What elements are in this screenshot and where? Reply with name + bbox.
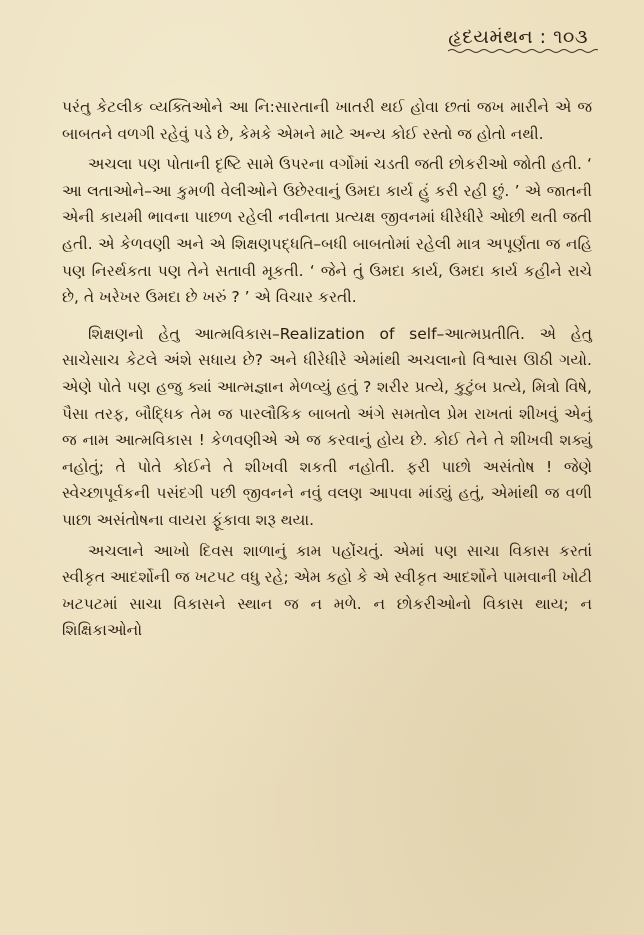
body-text	[62, 94, 592, 648]
paragraph-1: પરંતુ કેટલીક વ્યક્તિઓને આ નિ:સારતાની ખાતરી થઈ હોવા છતાં જખ મારીને એ જ બાબતને વળગી રહેવું પડે છે, કેમકે એમને માટે અન્ય કોઈ રસ્તો જ હોતો નથી.	[62, 98, 592, 143]
running-header	[448, 26, 588, 48]
paragraph-2: અચલા પણ પોતાની દૃષ્ટિ સામે ઉપરના વર્ગોમાં ચડતી જતી છોકરીઓ જોતી હતી. ‘ આ લતાઓને–આ કુમળી વેલીઓને ઉછેરવાનું ઉમદા કાર્ય હું કરી રહી છું. ’ એ જાતની એની કાયમી ભાવના પાછળ રહેલી નવીનતા પ્રત્યક્ષ જીવનમાં ધીરેધીરે ઓછી થતી જતી હતી. એ કેળવણી અને એ શિક્ષણપદ્ધતિ–બધી બાબતોમાં રહેલી માત્ર અપૂર્ણતા જ નહિ પણ નિરર્થકતા પણ તેને સતાવી મૂકતી. ‘ જેને તું ઉમદા કાર્ય, ઉમદા કાર્ય કહીને રાચે છે, તે ખરેખર ઉમદા છે ખરું ? ’ એ વિચાર કરતી.	[62, 155, 592, 307]
paragraph-4: અચલાને આખો દિવસ શાળાનું કામ પહોંચતું. એમાં પણ સાચા વિકાસ કરતાં સ્વીકૃત આદર્શોની જ ખટપટ વધુ રહે; એમ કહો કે એ સ્વીકૃત આદર્શોને પામવાની ખોટી ખટપટમાં સાચા વિકાસને સ્થાન જ ન મળે. ન છોકરીઓનો વિકાસ થાય; ન શિક્ષિકાઓનો	[62, 541, 592, 640]
header-wavy-underline	[448, 48, 598, 54]
paragraph-3: શિક્ષણનો હેતુ આત્મવિકાસ–Realization of self–આત્મપ્રતીતિ. એ હેતુ સાચેસાચ કેટલે અંશે સધાય છે? અને ધીરેધીરે એમાંથી અચલાનો વિશ્વાસ ઊઠી ગયો. એણે પોતે પણ હજુ ક્યાં આત્મજ્ઞાન મેળવ્યું હતું ? શરીર પ્રત્યે, કુટુંબ પ્રત્યે, મિત્રો વિષે, પૈસા તરફ, બૌદ્ધિક તેમ જ પારલૌકિક બાબતો અંગે સમતોલ પ્રેમ રાખતાં શીખવું એનું જ નામ આત્મવિકાસ ! કેળવણીએ એ જ કરવાનું હોય છે. કોઈ તેને તે શીખવી શક્યું નહોતું; તે પોતે કોઈને તે શીખવી શકતી નહોતી. ફરી પાછો અસંતોષ ! જેણે સ્વેચ્છાપૂર્વકની પસંદગી પછી જીવનને નવું વલણ આપવા માંડ્યું હતું, એમાંથી જ વળી પાછા અસંતોષના વાયરા ફૂંકાવા શરૂ થયા.	[62, 324, 592, 529]
running-title: હૃદયમંથન : ૧૦૩	[448, 26, 588, 48]
